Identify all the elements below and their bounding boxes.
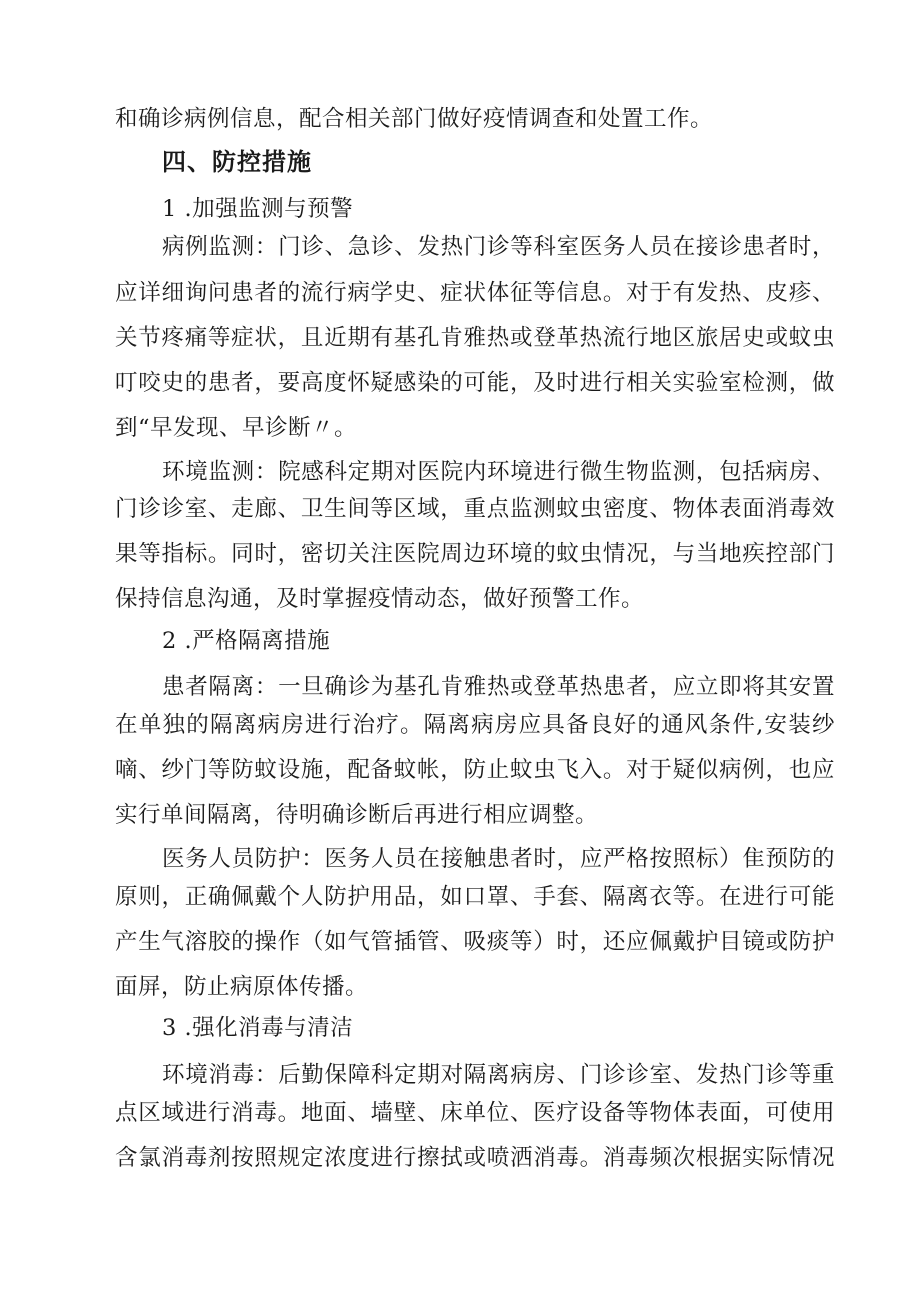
paragraph-line: 应详细询问患者的流行病学史、症状体征等信息。对于有发热、皮疹、 bbox=[115, 280, 835, 306]
paragraph-line: 面屏，防止病原体传播。 bbox=[115, 974, 369, 1000]
subsection-title: 3 .强化消毒与清洁 bbox=[162, 1015, 354, 1041]
paragraph-line: 病例监测：门诊、急诊、发热门诊等科室医务人员在接诊患者时， bbox=[162, 234, 835, 260]
paragraph-line: 环境监测：院感科定期对医院内环境进行微生物监测，包括病房、 bbox=[162, 459, 835, 485]
paragraph-line: 到“早发现、早诊断〃。 bbox=[115, 415, 358, 441]
paragraph-line: 产生气溶胶的操作（如气管插管、吸痰等）时，还应佩戴护目镜或防护 bbox=[115, 929, 835, 955]
paragraph-line: 含氯消毒剂按照规定浓度进行擦拭或喷洒消毒。消毒频次根据实际情况 bbox=[115, 1145, 835, 1171]
paragraph-line: 嘀、纱门等防蚊设施，配备蚊帐，防止蚊虫飞入。对于疑似病例，也应 bbox=[115, 757, 835, 783]
paragraph-line: 叮咬史的患者，要高度怀疑感染的可能，及时进行相关实验室检测，做 bbox=[115, 370, 835, 396]
paragraph-line: 环境消毒：后勤保障科定期对隔离病房、门诊诊室、发热门诊等重 bbox=[162, 1062, 835, 1088]
paragraph-line: 点区域进行消毒。地面、墙壁、床单位、医疗设备等物体表面，可使用 bbox=[115, 1100, 835, 1126]
paragraph-line: 原则，正确佩戴个人防护用品，如口罩、手套、隔离衣等。在进行可能 bbox=[115, 884, 835, 910]
paragraph-line: 果等指标。同时，密切关注医院周边环境的蚊虫情况，与当地疾控部门 bbox=[115, 541, 835, 567]
paragraph-line: 在单独的隔离病房进行治疗。隔离病房应具备良好的通风条件,安装纱 bbox=[115, 712, 835, 738]
subsection-title: 1 .加强监测与预警 bbox=[162, 196, 354, 222]
paragraph-line: 和确诊病例信息，配合相关部门做好疫情调查和处置工作。 bbox=[115, 106, 714, 132]
paragraph-line: 实行单间隔离，待明确诊断后再进行相应调整。 bbox=[115, 802, 599, 828]
paragraph-line: 保持信息沟通，及时掌握疫情动态，做好预警工作。 bbox=[115, 586, 645, 612]
paragraph-line: 患者隔离：一旦确诊为基孔肯雅热或登革热患者，应立即将其安置 bbox=[162, 674, 835, 700]
paragraph-line: 医务人员防护：医务人员在接触患者时，应严格按照标）隹预防的 bbox=[162, 846, 835, 872]
paragraph-line: 门诊诊室、走廊、卫生间等区域，重点监测蚊虫密度、物体表面消毒效 bbox=[115, 496, 835, 522]
section-heading: 四、防控措施 bbox=[162, 148, 312, 176]
subsection-title: 2 .严格隔离措施 bbox=[162, 628, 331, 654]
paragraph-line: 关节疼痛等症状，且近期有基孔肯雅热或登革热流行地区旅居史或蚊虫 bbox=[115, 325, 835, 351]
